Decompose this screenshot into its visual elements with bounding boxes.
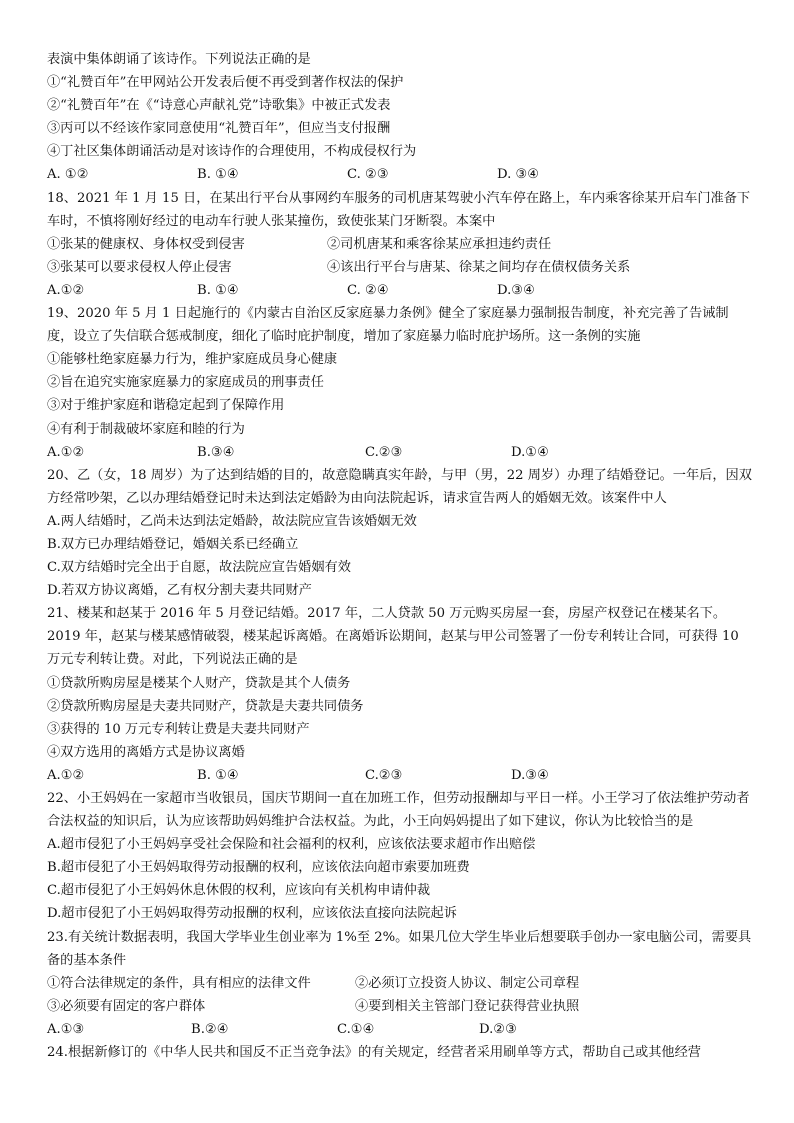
q17-choices (47, 163, 754, 186)
q23-option-3: ③必须要有固定的客户群体 (47, 998, 206, 1014)
q21-choice-a: A.①② (47, 767, 85, 783)
q19-choice-a: A.①② (47, 444, 85, 460)
q19-option-1: ①能够杜绝家庭暴力行为，维护家庭成员身心健康 (47, 352, 338, 368)
q20-stem: 20、乙（女，18 周岁）为了达到结婚的目的，故意隐瞒真实年龄，与甲（男，22 周岁）办理了结婚登记。一年后，因双方经常吵架，乙以办理结婚登记时未达到法定婚龄为由向法院起诉，请求宣告两人的婚姻无效。该案件中人 (47, 467, 752, 506)
q18-options-row-1 (47, 233, 754, 256)
q18-choices (47, 279, 754, 302)
q22-choice-a: A.超市侵犯了小王妈妈享受社会保险和社会福利的权利，应该依法要求超市作出赔偿 (47, 837, 536, 853)
q20-choice-a: A.两人结婚时，乙尚未达到法定婚龄，故法院应宣告该婚姻无效 (47, 513, 417, 529)
q23-choice-d: D.②③ (479, 1021, 517, 1037)
q18-option-2: ②司机唐某和乘客徐某应承担违约责任 (327, 236, 552, 252)
q20-choice-d: D.若双方协议离婚，乙有权分割夫妻共同财产 (47, 583, 312, 599)
q21-choice-c: C.②③ (365, 767, 403, 783)
q18-option-4: ④该出行平台与唐某、徐某之间均存在债权债务关系 (327, 259, 631, 275)
q23-choice-a: A.①③ (47, 1021, 85, 1037)
q23-options-row-2 (47, 995, 754, 1018)
q18-choice-a: A.①② (47, 282, 85, 298)
q19-choice-c: C.②③ (365, 444, 403, 460)
q21-option-1: ①贷款所购房屋是楼某个人财产，贷款是其个人债务 (47, 675, 351, 691)
q23-choices (47, 1018, 754, 1041)
q21-choice-b: B. ①④ (197, 767, 239, 783)
q21-choice-d: D.③④ (511, 767, 549, 783)
q18-options-row-2 (47, 256, 754, 279)
q19-option-2: ②旨在追究实施家庭暴力的家庭成员的刑事责任 (47, 375, 324, 391)
q24-stem: 24.根据新修订的《中华人民共和国反不正当竞争法》的有关规定，经营者采用刷单等方式，帮助自己或其他经营 (47, 1045, 701, 1061)
q23-stem: 23.有关统计数据表明，我国大学毕业生创业率为 1%至 2%。如果几位大学生毕业后想要联手创办一家电脑公司，需要具备的基本条件 (47, 929, 752, 968)
intro-line: 表演中集体朗诵了该诗作。下列说法正确的是 (47, 52, 311, 67)
q21-option-4: ④双方选用的离婚方式是协议离婚 (47, 744, 245, 760)
q18-choice-b: B. ①④ (197, 282, 239, 298)
q17-choice-b: B. ①④ (197, 167, 239, 183)
q19-stem: 19、2020 年 5 月 1 日起施行的《内蒙古自治区反家庭暴力条例》健全了家庭暴力强制报告制度，补充完善了告诫制度，设立了失信联合惩戒制度，细化了临时庇护制度，增加了家庭暴力临时庇护场所。这一条例的实施 (47, 306, 729, 345)
q23-choice-b: B.②④ (191, 1021, 229, 1037)
q23-choice-c: C.①④ (337, 1021, 375, 1037)
q20-choice-c: C.双方结婚时完全出于自愿，故法院应宣告婚姻有效 (47, 560, 351, 576)
q17-choice-c: C. ②③ (347, 167, 389, 183)
q22-choice-c: C.超市侵犯了小王妈妈休息休假的权利，应该向有关机构申请仲裁 (47, 883, 431, 899)
q18-option-1: ①张某的健康权、身体权受到侵害 (47, 236, 245, 252)
q17-option-4: ④丁社区集体朗诵活动是对该诗作的合理使用，不构成侵权行为 (47, 144, 417, 160)
q18-stem: 18、2021 年 1 月 15 日，在某出行平台从事网约车服务的司机唐某驾驶小汽车停在路上，车内乘客徐某开启车门准备下车时，不慎将刚好经过的电动车行驶人张某撞伤，致使张某门牙断裂。本案中 (47, 190, 751, 229)
q19-option-4: ④有利于制裁破坏家庭和睦的行为 (47, 421, 245, 437)
q23-option-4: ④要到相关主管部门登记获得营业执照 (355, 998, 580, 1014)
q22-choice-d: D.超市侵犯了小王妈妈取得劳动报酬的权利，应该依法直接向法院起诉 (47, 906, 457, 922)
q17-choice-a: A. ①② (47, 167, 89, 183)
q18-choice-c: C. ②④ (347, 282, 389, 298)
q19-choice-b: B.③④ (197, 444, 235, 460)
q19-option-3: ③对于维护家庭和谐稳定起到了保障作用 (47, 398, 285, 414)
q23-options-row-1 (47, 972, 754, 995)
q22-choice-b: B.超市侵犯了小王妈妈取得劳动报酬的权利，应该依法向超市索要加班费 (47, 860, 470, 876)
q18-choice-d: D.③④ (497, 282, 535, 298)
q21-option-2: ②贷款所购房屋是夫妻共同财产，贷款是夫妻共同债务 (47, 698, 364, 714)
q17-choice-d: D. ③④ (497, 167, 540, 183)
q19-choice-d: D.①④ (511, 444, 549, 460)
q23-option-1: ①符合法律规定的条件，具有相应的法律文件 (47, 975, 311, 991)
q23-option-2: ②必须订立投资人协议、制定公司章程 (355, 975, 580, 991)
q20-choice-b: B.双方已办理结婚登记，婚姻关系已经确立 (47, 536, 299, 552)
q21-stem: 21、楼某和赵某于 2016 年 5 月登记结婚。2017 年，二人贷款 50 万元购买房屋一套，房屋产权登记在楼某名下。2019 年，赵某与楼某感情破裂，楼某起诉离婚。在离婚诉讼期间，赵某与甲公司签署了一份专利转让合同，可获得 10 万元专利转让费。对此，下列说法正确的是 (47, 606, 739, 668)
q22-stem: 22、小王妈妈在一家超市当收银员，国庆节期间一直在加班工作，但劳动报酬却与平日一样。小王学习了依法维护劳动者合法权益的知识后，认为应该帮助妈妈维护合法权益。为此，小王向妈妈提出了如下建议，你认为比较恰当的是 (47, 791, 750, 830)
q17-option-3: ③丙可以不经该作家同意使用“礼赞百年”，但应当支付报酬 (47, 121, 391, 137)
q18-option-3: ③张某可以要求侵权人停止侵害 (47, 259, 232, 275)
q17-option-2: ②“礼赞百年”在《“诗意心声献礼党”诗歌集》中被正式发表 (47, 98, 391, 114)
q19-choices (47, 441, 754, 464)
q21-option-3: ③获得的 10 万元专利转让费是夫妻共同财产 (47, 721, 310, 737)
q17-option-1: ①“礼赞百年”在甲网站公开发表后便不再受到著作权法的保护 (47, 75, 404, 91)
q21-choices (47, 764, 754, 787)
